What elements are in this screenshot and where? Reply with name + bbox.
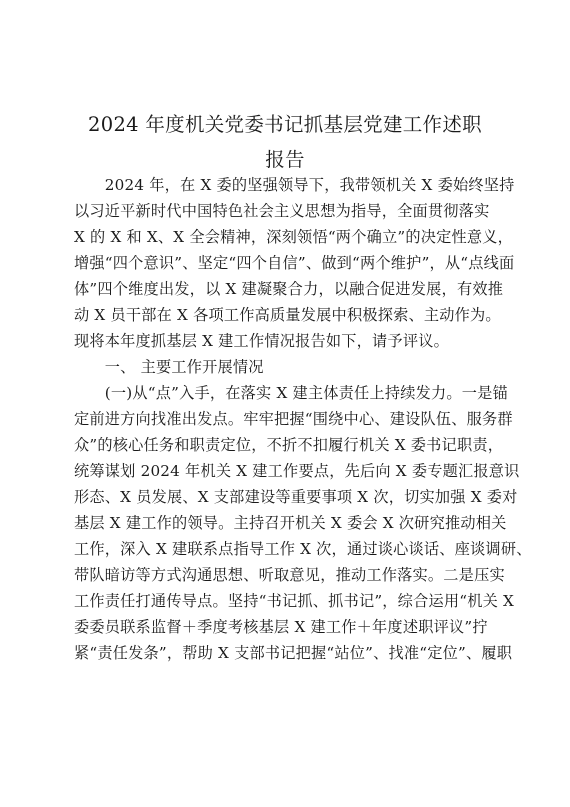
section-heading: 一、 主要工作开展情况 [74,358,264,376]
body-line: 统筹谋划 2024 年机关 X 建工作要点，先后向 X 委专题汇报意识 [74,462,520,480]
body-line: 众”的核心任务和职责定位，不折不扣履行机关 X 委书记职责， [74,436,504,454]
body-line: 紧“责任发条”，帮助 X 支部书记把握“站位”、找准“定位”、履职 [74,644,513,662]
body-line: 基层 X 建工作的领导。主持召开机关 X 委会 X 次研究推动相关 [74,514,507,532]
body-line: 委委员联系监督＋季度考核基层 X 建工作＋年度述职评议”拧 [74,618,488,636]
body-line: 增强“四个意识”、坚定“四个自信”、做到“两个维护”，从“点线面 [74,254,515,272]
body-line: 体”四个维度出发，以 X 建凝聚合力，以融合促进发展，有效推 [74,280,504,298]
body-line: 定前进方向找准出发点。牢牢把握“围绕中心、建设队伍、服务群 [74,410,513,428]
document-title-line-2: 报告 [265,148,305,171]
body-line: 工作，深入 X 建联系点指导工作 X 次，通过谈心谈话、座谈调研、 [74,540,532,558]
body-line: 形态、X 员发展、X 支部建设等重要事项 X 次，切实加强 X 委对 [74,488,518,506]
body-line: 工作责任打通传导点。坚持“书记抓、抓书记”，综合运用“机关 X [74,592,515,610]
body-line: X 的 X 和 X、X 全会精神，深刻领悟“两个确立”的决定性意义， [74,228,514,246]
document-title-line-1: 2024 年度机关党委书记抓基层党建工作述职 [88,113,482,136]
body-line: 现将本年度抓基层 X 建工作情况报告如下，请予评议。 [74,332,449,350]
body-line: 2024 年，在 X 委的坚强领导下，我带领机关 X 委始终坚持 [74,176,515,194]
body-line: 动 X 员干部在 X 各项工作高质量发展中积极探索、主动作为。 [74,306,501,324]
body-line: (一)从“点”入手，在落实 X 建主体责任上持续发力。一是锚 [74,384,508,402]
body-line: 带队暗访等方式沟通思想、听取意见，推动工作落实。二是压实 [74,566,505,584]
body-line: 以习近平新时代中国特色社会主义思想为指导，全面贯彻落实 [74,202,490,220]
